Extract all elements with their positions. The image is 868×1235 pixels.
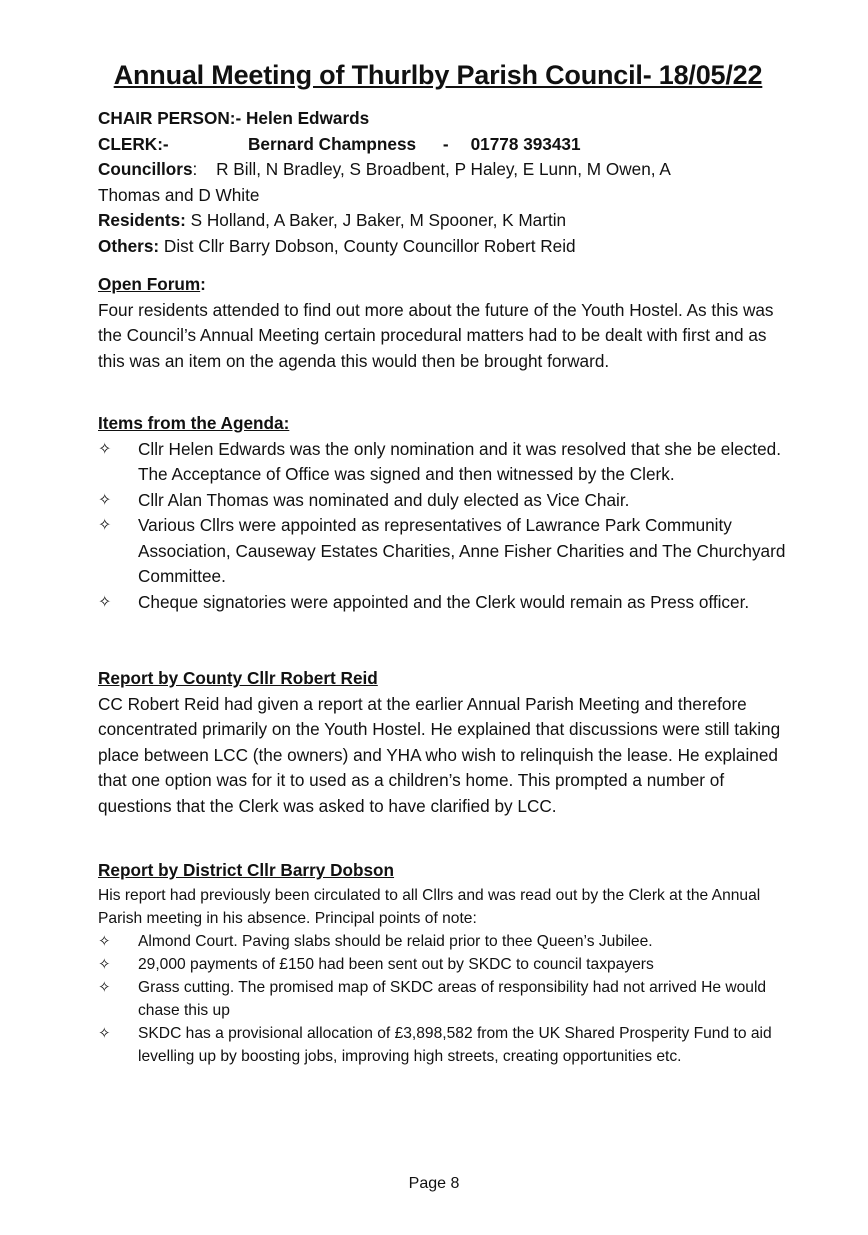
open-forum-text: Four residents attended to find out more about the future of the Youth Hostel. As this was the Council’s Annual Meeting certain procedural matters had to be dealt with first and as this was an item on the agenda this would then be brought forward. <box>98 299 774 371</box>
councillors-row-cont <box>98 183 778 209</box>
councillors-colon: : <box>192 159 198 179</box>
page-number: Page 8 <box>408 1175 460 1192</box>
clerk-separator: - <box>442 133 449 154</box>
district-report-body <box>98 884 788 1068</box>
district-item: ✧ Almond Court. Paving slabs should be relaid prior to thee Queen’s Jubilee. <box>98 930 788 953</box>
district-item: ✧ 29,000 payments of £150 had been sent out by SKDC to council taxpayers <box>98 953 788 976</box>
diamond-star-icon: ✧ <box>98 593 112 611</box>
councillors-row <box>98 157 778 183</box>
chair-value: Helen Edwards <box>246 108 370 128</box>
diamond-star-icon: ✧ <box>98 978 111 996</box>
diamond-star-icon: ✧ <box>98 1024 111 1042</box>
district-report-section <box>98 858 788 1068</box>
residents-label: Residents: <box>98 210 186 230</box>
diamond-star-icon: ✧ <box>98 932 111 950</box>
diamond-star-icon: ✧ <box>98 491 112 509</box>
document-title: Annual Meeting of Thurlby Parish Council- 18/05/22 <box>113 60 763 90</box>
county-report-heading: Report by County Cllr Robert Reid <box>98 668 378 688</box>
agenda-item: ✧ Cllr Alan Thomas was nominated and duly elected as Vice Chair. <box>98 488 788 514</box>
residents-row <box>98 208 778 234</box>
councillors-label: Councillors <box>98 159 193 179</box>
chair-row <box>98 106 778 132</box>
county-report-text: CC Robert Reid had given a report at the earlier Annual Parish Meeting and therefore concentrated primarily on the Youth Hostel. He explained that discussions were still taking place between LCC (the owners) and YHA who wish to relinquish the lease. He explained that one option was for it to used as a children’s home. This prompted a number of questions that the Clerk was asked to have clarified by LCC. <box>98 693 781 816</box>
district-report-intro: His report had previously been circulated to all Cllrs and was read out by the Clerk at the Annual Parish meeting in his absence. Principal points of note: <box>98 886 761 927</box>
agenda-item: ✧ Cheque signatories were appointed and the Clerk would remain as Press officer. <box>98 590 788 616</box>
diamond-star-icon: ✧ <box>98 517 112 534</box>
clerk-label: CLERK:- <box>98 133 169 154</box>
agenda-heading: Items from the Agenda: <box>98 413 290 433</box>
attendance-block <box>98 106 778 259</box>
others-row <box>98 234 778 260</box>
councillors-line1: R Bill, N Bradley, S Broadbent, P Haley, E Lunn, M Owen, A <box>216 159 671 179</box>
clerk-value: Bernard Champness <box>248 133 417 154</box>
county-report-section <box>98 666 788 819</box>
district-item: ✧ Grass cutting. The promised map of SKDC areas of responsibility had not arrived He would chase this up <box>98 976 788 1022</box>
district-report-list <box>98 930 788 1068</box>
diamond-star-icon: ✧ <box>98 440 112 458</box>
open-forum-heading: Open Forum: <box>98 274 206 294</box>
diamond-star-icon: ✧ <box>98 955 111 973</box>
others-label: Others: <box>98 235 160 256</box>
others-value: Dist Cllr Barry Dobson, County Councillor Robert Reid <box>163 235 576 256</box>
residents-value: S Holland, A Baker, J Baker, M Spooner, K Martin <box>190 210 567 230</box>
agenda-item: ✧ Various Cllrs were appointed as representatives of Lawrance Park Community Association, Causeway Estates Charities, Anne Fisher Charities and The Churchyard Committee. <box>98 515 786 586</box>
chair-label: CHAIR PERSON:- <box>98 108 242 128</box>
district-report-heading: Report by District Cllr Barry Dobson <box>98 860 395 880</box>
district-item: ✧ SKDC has a provisional allocation of £3,898,582 from the UK Shared Prosperity Fund to aid levelling up by boosting jobs, improving high streets, creating opportunities etc. <box>98 1022 788 1068</box>
clerk-phone: 01778 393431 <box>470 133 581 154</box>
agenda-item: ✧ Cllr Helen Edwards was the only nomination and it was resolved that she be elected. The Acceptance of Office was signed and then witnessed by the Clerk. <box>98 438 781 484</box>
clerk-row <box>98 132 778 158</box>
open-forum-section <box>98 272 788 374</box>
agenda-section <box>98 411 788 615</box>
councillors-line2: Thomas and D White <box>98 184 260 205</box>
agenda-list <box>98 437 788 616</box>
